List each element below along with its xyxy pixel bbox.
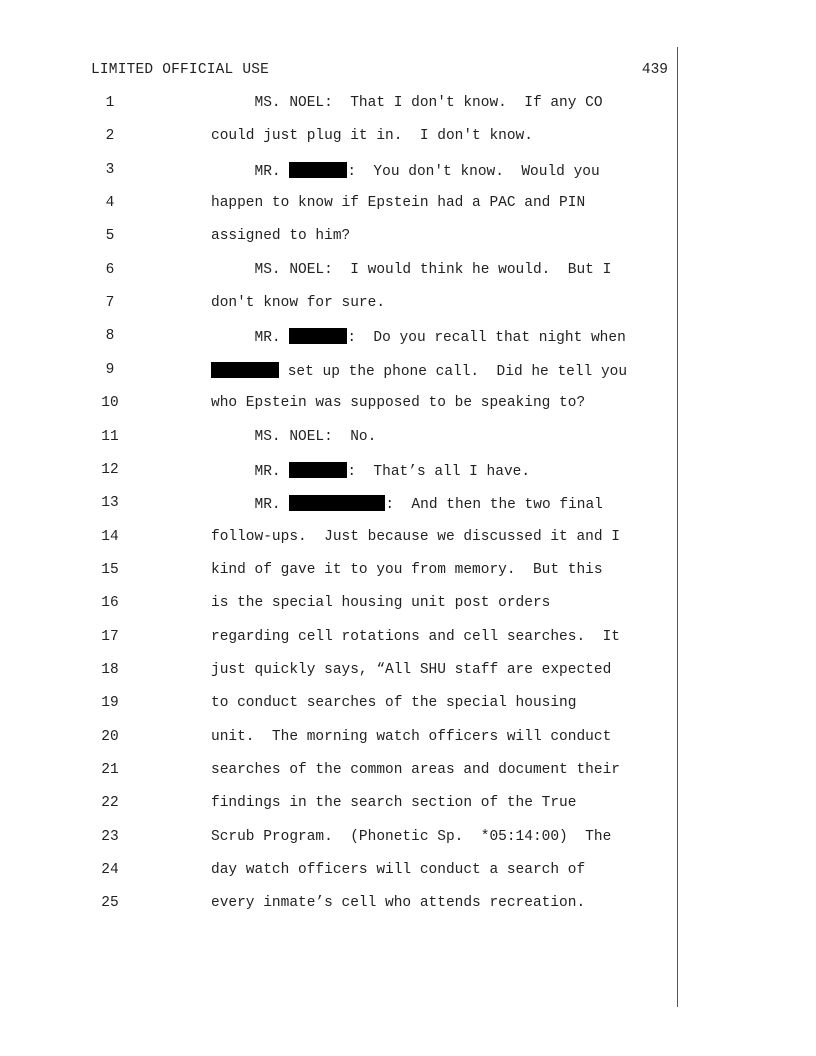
line-number: 3	[105, 161, 115, 178]
line-text-segment: assigned to him?	[211, 228, 351, 245]
line-text-segment: : Do you recall that night when	[347, 330, 626, 347]
transcript-line	[0, 429, 816, 453]
line-text	[211, 662, 671, 678]
line-text	[211, 795, 671, 811]
line-number: 6	[105, 261, 115, 278]
line-number: 1	[105, 95, 115, 111]
redaction-box	[289, 495, 385, 511]
transcript-line	[0, 462, 816, 486]
transcript-line	[0, 395, 816, 419]
header-classification: LIMITED OFFICIAL USE	[91, 62, 270, 78]
redaction-box	[211, 362, 279, 378]
line-text-segment: : That’s all I have.	[347, 463, 531, 480]
line-text-segment: follow-ups. Just because we discussed it and I	[211, 528, 620, 545]
transcript-line	[0, 529, 816, 553]
transcript-line	[0, 895, 816, 919]
line-number: 14	[101, 528, 119, 545]
line-text	[211, 729, 671, 745]
line-number: 8	[105, 328, 115, 345]
line-number: 16	[101, 595, 119, 612]
line-text-segment: who Epstein was supposed to be speaking to?	[211, 395, 586, 412]
page-number: 439	[641, 62, 668, 78]
line-number: 22	[101, 795, 119, 812]
line-text-segment: Scrub Program. (Phonetic Sp. *05:14:00) The	[211, 828, 612, 845]
line-text	[211, 295, 671, 311]
transcript-line	[0, 629, 816, 653]
line-text	[211, 228, 671, 244]
line-text	[211, 629, 671, 645]
line-text	[211, 429, 671, 445]
transcript-line	[0, 195, 816, 219]
line-number: 23	[101, 828, 119, 845]
line-text	[211, 862, 671, 878]
line-number: 7	[105, 295, 115, 312]
line-number: 21	[101, 762, 119, 778]
line-text-segment: every inmate’s cell who attends recreation.	[211, 895, 586, 912]
line-text-segment: could just plug it in. I don't know.	[211, 128, 533, 145]
line-text	[211, 328, 671, 346]
line-text-segment: MR.	[211, 330, 290, 347]
line-text	[211, 128, 671, 144]
line-text-segment: is the special housing unit post orders	[211, 595, 551, 612]
transcript-line	[0, 562, 816, 586]
line-number: 13	[101, 495, 119, 512]
line-text-segment: MS. NOEL: No.	[211, 428, 377, 445]
line-text	[211, 762, 671, 778]
line-text-segment: happen to know if Epstein had a PAC and PIN	[211, 195, 586, 212]
transcript-line	[0, 862, 816, 886]
line-text	[211, 495, 671, 513]
line-text	[211, 262, 671, 278]
line-number: 15	[101, 561, 119, 578]
line-text-segment: : And then the two final	[385, 497, 603, 514]
line-number: 4	[105, 195, 115, 212]
transcript-line	[0, 262, 816, 286]
line-text	[211, 395, 671, 411]
line-text-segment: to conduct searches of the special housing	[211, 695, 577, 712]
transcript-line	[0, 328, 816, 352]
redaction-box	[289, 328, 347, 344]
line-text-segment: : You don't know. Would you	[347, 163, 600, 180]
line-text-segment: MR.	[211, 463, 290, 480]
line-text-segment: day watch officers will conduct a search of	[211, 862, 586, 879]
line-text	[211, 529, 671, 545]
line-text	[211, 895, 671, 911]
line-text-segment: findings in the search section of the True	[211, 795, 577, 812]
line-number: 9	[105, 361, 115, 378]
transcript-line	[0, 762, 816, 786]
line-number: 17	[101, 628, 119, 645]
line-number: 12	[101, 461, 119, 478]
line-text-segment: just quickly says, “All SHU staff are expected	[211, 661, 612, 678]
line-text-segment: kind of gave it to you from memory. But this	[211, 561, 603, 578]
line-text	[211, 562, 671, 578]
line-number: 25	[101, 895, 119, 912]
transcript-line	[0, 729, 816, 753]
transcript-line	[0, 495, 816, 519]
line-text-segment: MS. NOEL: I would think he would. But I	[211, 261, 612, 278]
line-text	[211, 162, 671, 180]
line-number: 10	[101, 395, 119, 412]
transcript-line	[0, 362, 816, 386]
transcript-line	[0, 695, 816, 719]
redaction-box	[289, 162, 347, 178]
line-text-segment: searches of the common areas and document their	[211, 762, 620, 778]
line-text	[211, 695, 671, 711]
transcript-line	[0, 128, 816, 152]
transcript-line	[0, 829, 816, 853]
line-text	[211, 829, 671, 845]
transcript-line	[0, 162, 816, 186]
line-number: 2	[105, 128, 115, 145]
transcript-line	[0, 595, 816, 619]
line-text-segment: MR.	[211, 163, 290, 180]
line-number: 18	[101, 661, 119, 678]
line-number: 24	[101, 862, 119, 879]
transcript-line	[0, 795, 816, 819]
line-number: 20	[101, 728, 119, 745]
line-text-segment: MR.	[211, 497, 290, 514]
transcript-line	[0, 228, 816, 252]
line-text	[211, 595, 671, 611]
transcript-line	[0, 95, 816, 119]
line-text-segment: regarding cell rotations and cell searches. It	[211, 628, 620, 645]
line-text-segment: MS. NOEL: That I don't know. If any CO	[211, 95, 603, 111]
line-text	[211, 95, 671, 111]
line-number: 5	[105, 228, 115, 245]
redaction-box	[289, 462, 347, 478]
transcript-line	[0, 295, 816, 319]
line-number: 19	[101, 695, 119, 712]
line-text	[211, 462, 671, 480]
line-text	[211, 195, 671, 211]
line-text	[211, 362, 671, 380]
line-text-segment: set up the phone call. Did he tell you	[279, 363, 628, 380]
line-text-segment: don't know for sure.	[211, 295, 386, 312]
transcript-line	[0, 662, 816, 686]
line-number: 11	[101, 428, 119, 445]
line-text-segment: unit. The morning watch officers will conduct	[211, 728, 612, 745]
